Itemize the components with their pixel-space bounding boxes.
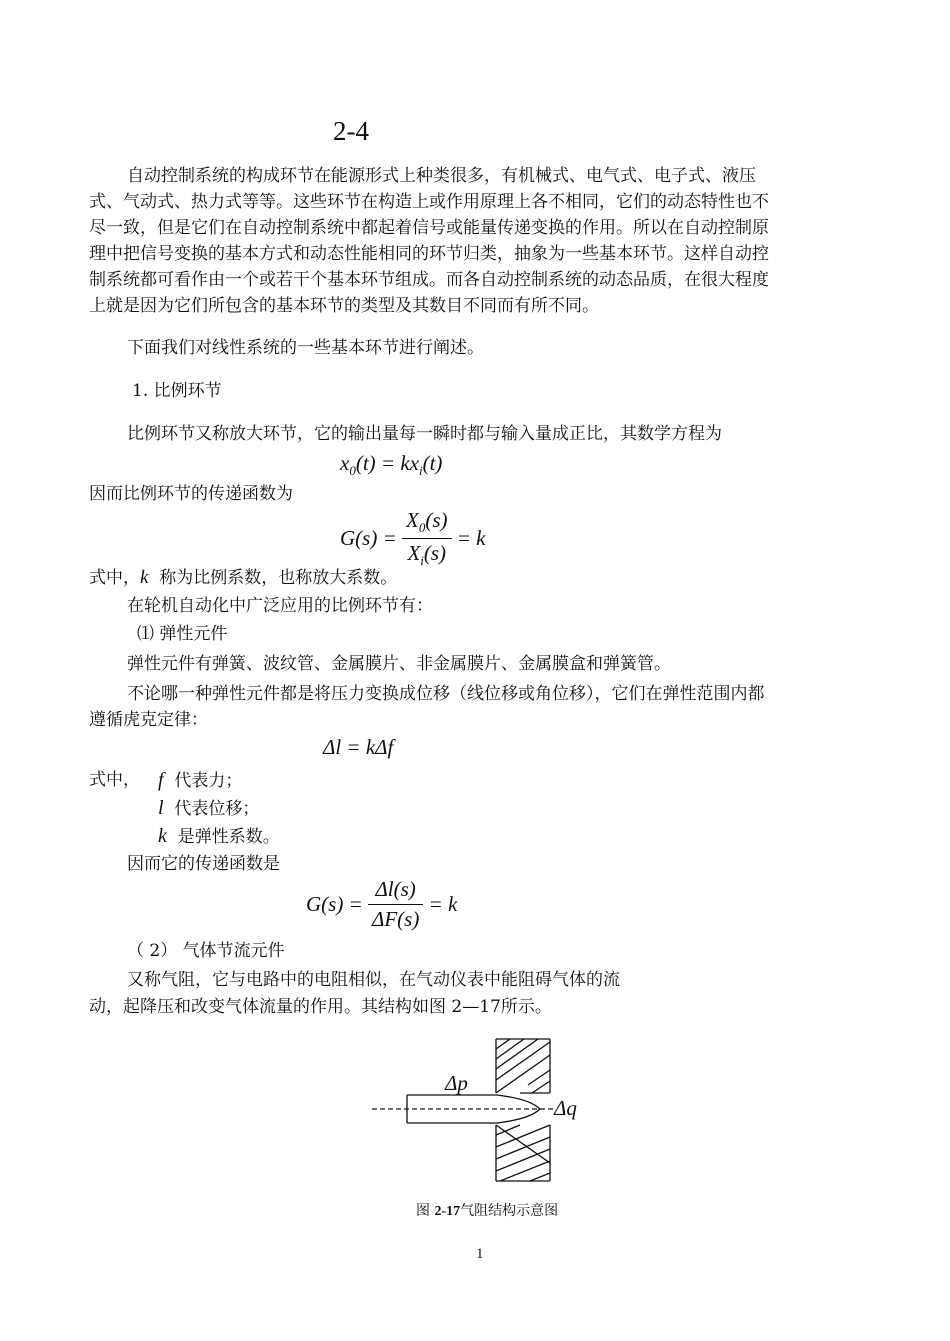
k-definition: 式中，k 称为比例系数，也称放大系数。: [89, 567, 398, 588]
intro-line-4: 理中把信号变换的基本方式和动态性能相同的环节归类，抽象为一些基本环节。这样自动控: [89, 244, 769, 264]
item-2-line-2: 动，起降压和改变气体流量的作用。其结构如图 2—17所示。: [89, 997, 552, 1017]
item-1-heading: ⑴ 弹性元件: [137, 624, 228, 644]
section-title: 2-4: [333, 116, 369, 146]
intro-line-2: 式、气动式、热力式等等。这些环节在构造上或作用原理上各不相同，它们的动态特性也不: [89, 192, 769, 212]
where-label: 式中，: [89, 770, 140, 790]
equation-proportional: $x_0(t) = kx_i(t)$: [340, 451, 443, 479]
figure-caption: 图 2-17气阻结构示意图: [416, 1203, 559, 1219]
section-1-heading: 1. 比例环节: [132, 381, 222, 401]
gas-resistance-diagram: [360, 1035, 600, 1185]
intro-paragraph-2: 下面我们对线性系统的一些基本环节进行阐述。: [127, 338, 484, 358]
section-1-paragraph: 比例环节又称放大环节，它的输出量每一瞬时都与输入量成正比，其数学方程为: [127, 424, 722, 444]
transfer-intro: 因而比例环节的传递函数为: [89, 484, 293, 504]
definition-k: k 是弹性系数。: [158, 825, 280, 847]
intro-line-1: 自动控制系统的构成环节在能源形式上种类很多，有机械式、电气式、电子式、液压: [127, 166, 756, 186]
intro-line-5: 制系统都可看作由一个或若干个基本环节组成。而各自动控制系统的动态品质，在很大程度: [89, 270, 769, 290]
equation-transfer-function-1: G(s) = $\frac{X_0(s)}{X_i(s)}$ = k: [340, 508, 486, 569]
delta-p-label: Δp: [445, 1071, 468, 1095]
application-intro: 在轮机自动化中广泛应用的比例环节有：: [127, 596, 433, 616]
equation-transfer-function-2: G(s) = $\frac{\Delta l(s)}{\Delta F(s)}$ = k: [306, 877, 458, 931]
intro-line-6: 上就是因为它们所包含的基本环节的类型及其数目不同而有所不同。: [89, 296, 599, 316]
item-1-paragraph: 弹性元件有弹簧、波纹管、金属膜片、非金属膜片、金属膜盒和弹簧管。: [127, 654, 671, 674]
page-number: 1: [476, 1246, 484, 1262]
item-2-heading: （ 2） 气体节流元件: [127, 941, 285, 961]
intro-line-3: 尽一致，但是它们在自动控制系统中都起着信号或能量传递变换的作用。所以在自动控制原: [89, 218, 769, 238]
item-2-line-1: 又称气阻，它与电路中的电阻相似，在气动仪表中能阻碍气体的流: [127, 970, 620, 990]
item-1-paragraph-2-line-1: 不论哪一种弹性元件都是将压力变换成位移（线位移或角位移），它们在弹性范围内都: [127, 684, 765, 704]
equation-hooke-law: Δl = kΔf: [323, 735, 394, 759]
definition-l: l 代表位移；: [158, 797, 260, 819]
delta-q-label: Δq: [554, 1096, 577, 1120]
item-1-paragraph-2-line-2: 遵循虎克定律：: [89, 710, 208, 730]
definition-f: f 代表力；: [158, 769, 243, 791]
transfer-intro-2: 因而它的传递函数是: [127, 854, 280, 874]
